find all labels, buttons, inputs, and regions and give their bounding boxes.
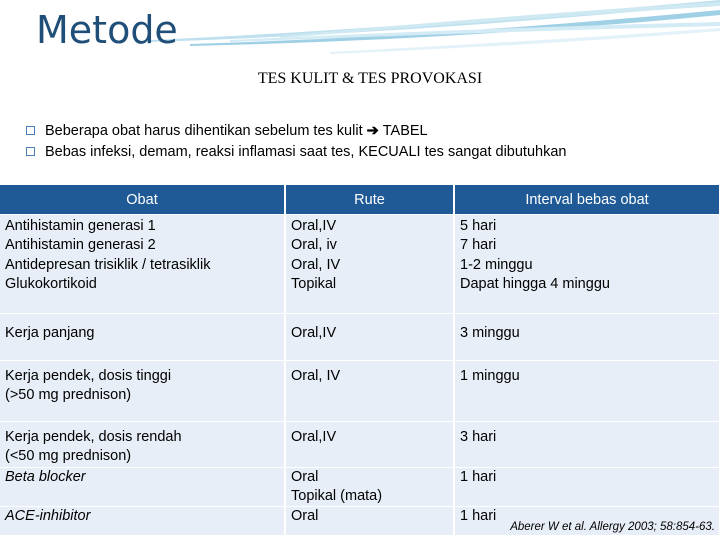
- cell-interval: [455, 215, 719, 314]
- cell-obat: [0, 314, 286, 361]
- cell-line: 3 hari: [460, 429, 497, 445]
- checkbox-bullet-icon: [26, 147, 35, 156]
- cell-line: Topikal (mata): [291, 487, 383, 504]
- cell-line: Dapat hingga 4 minggu: [460, 275, 610, 292]
- cell-line: 1 minggu: [460, 368, 520, 384]
- cell-rute: [286, 361, 455, 422]
- cell-line: 1-2 minggu: [460, 256, 533, 273]
- cell-line: 1 hari: [460, 508, 497, 525]
- cell-line: (<50 mg prednison): [5, 448, 132, 465]
- table-row: [0, 215, 719, 314]
- bullet-text: Bebas infeksi, demam, reaksi inflamasi saat tes, KECUALI tes sangat dibutuhkan: [45, 143, 567, 160]
- page-subtitle: TES KULIT & TES PROVOKASI: [257, 70, 483, 87]
- bullet-list: [26, 120, 566, 162]
- bullet-item: [26, 141, 566, 162]
- cell-line: Oral,IV: [291, 218, 337, 234]
- cell-line: 3 minggu: [460, 325, 520, 341]
- cell-line: ACE-inhibitor: [5, 508, 91, 525]
- drug-interval-table: [0, 185, 719, 536]
- cell-obat: [0, 468, 286, 508]
- cell-line: 7 hari: [460, 237, 497, 254]
- cell-interval: [455, 314, 719, 361]
- bullet-text-suffix: TABEL: [382, 122, 428, 139]
- bullet-text: Beberapa obat harus dihentikan sebelum tes kulit: [45, 122, 363, 139]
- cell-line: Topikal: [291, 275, 337, 292]
- cell-line: Oral: [291, 508, 319, 525]
- cell-line: (>50 mg prednison): [5, 387, 132, 404]
- cell-rute: [286, 468, 455, 508]
- cell-interval: [455, 468, 719, 508]
- cell-line: 1 hari: [460, 468, 497, 485]
- cell-line: 5 hari: [460, 218, 497, 234]
- cell-rute: [286, 314, 455, 361]
- right-arrow-icon: ➔: [366, 122, 379, 139]
- cell-obat: [0, 422, 286, 468]
- cell-rute: [286, 507, 455, 536]
- bullet-item: [26, 120, 566, 141]
- cell-line: Oral: [291, 468, 319, 485]
- table-row: [0, 468, 719, 508]
- cell-line: Oral, iv: [291, 237, 337, 254]
- cell-rute: [286, 422, 455, 468]
- cell-line: Kerja pendek, dosis tinggi: [5, 368, 172, 384]
- cell-line: Antihistamin generasi 1: [5, 218, 156, 234]
- column-header-rute: Rute: [286, 185, 455, 215]
- cell-rute: [286, 215, 455, 314]
- cell-line: Beta blocker: [5, 468, 86, 485]
- table-row: [0, 361, 719, 422]
- table-header-row: [0, 185, 719, 215]
- column-header-obat: Obat: [0, 185, 286, 215]
- table-row: [0, 422, 719, 468]
- column-header-interval: Interval bebas obat: [455, 185, 719, 215]
- cell-line: Oral, IV: [291, 256, 341, 273]
- cell-line: Glukokortikoid: [5, 275, 97, 292]
- cell-obat: [0, 215, 286, 314]
- cell-line: Oral, IV: [291, 368, 341, 384]
- cell-line: Kerja pendek, dosis rendah: [5, 429, 182, 445]
- table-row: [0, 314, 719, 361]
- cell-interval: [455, 361, 719, 422]
- cell-line: Kerja panjang: [5, 325, 95, 341]
- cell-obat: [0, 361, 286, 422]
- cell-obat: [0, 507, 286, 536]
- checkbox-bullet-icon: [26, 126, 35, 135]
- cell-line: Oral,IV: [291, 429, 337, 445]
- page-title: Metode: [36, 8, 178, 52]
- cell-line: Antidepresan trisiklik / tetrasiklik: [5, 256, 211, 273]
- cell-line: Antihistamin generasi 2: [5, 237, 156, 254]
- citation-reference: Aberer W et al. Allergy 2003; 58:854-63.: [510, 521, 715, 533]
- cell-interval: [455, 422, 719, 468]
- cell-line: Oral,IV: [291, 325, 337, 341]
